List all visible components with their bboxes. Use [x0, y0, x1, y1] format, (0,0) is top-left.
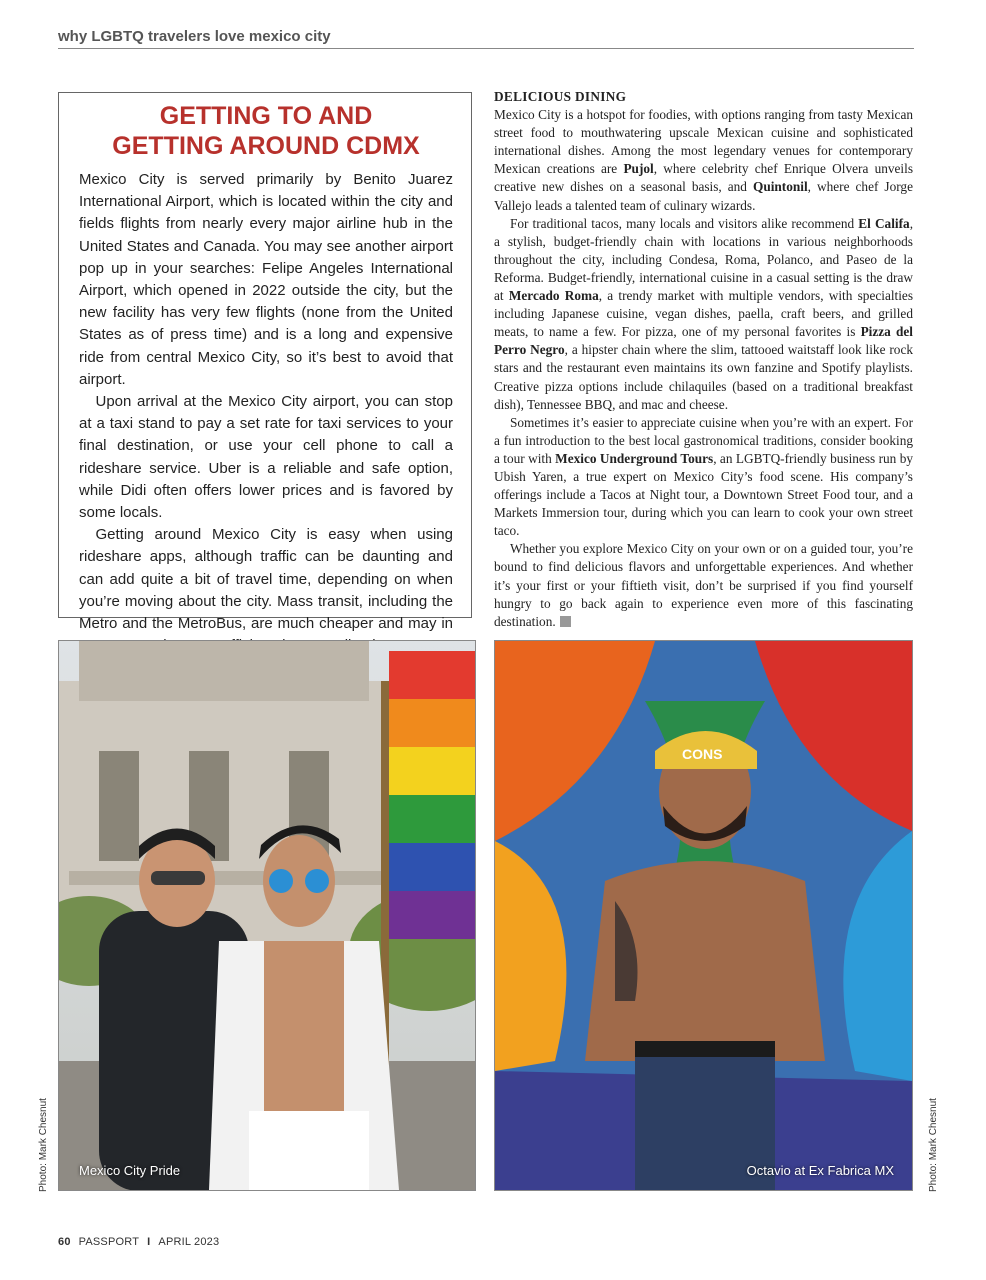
photo-caption-right: Octavio at Ex Fabrica MX	[746, 1163, 894, 1178]
venue-name: Pujol	[623, 161, 654, 177]
article-paragraph-3: Sometimes it’s easier to appreciate cuisine when you’re with an expert. For a fun introduction to the best local gastronomical traditions, consider booking a tour with Mexico Underground Tours, an LGBTQ-friendly business run by Ubish Yaren, a true expert on Mexico City’s food scene. His company’s offerings include a Tacos at Night tour, a Downtown Street Food tour, and a Markets Immersion tour, during which you can learn to cook your own street taco.	[494, 414, 913, 539]
venue-name: Quintonil	[752, 179, 808, 195]
sidebar-title	[79, 101, 453, 161]
sidebar-title-line1: GETTING TO AND	[159, 102, 373, 130]
header-rule	[58, 48, 914, 49]
sidebar-paragraph-3: Getting around Mexico City is easy when using rideshare apps, although traffic can be daunting and can add quite a bit of travel time, depending on when you’re moving about the city. Mass transit, including the Metro and the MetroBus, are much cheaper and may in	[79, 526, 453, 633]
mural-illustration	[495, 641, 912, 1190]
pride-illustration	[59, 641, 475, 1190]
photo-pride	[58, 640, 476, 1191]
magazine-name: PASSPORT	[78, 1236, 140, 1248]
footer-separator: I	[147, 1236, 151, 1248]
photo-octavio	[494, 640, 913, 1191]
article-paragraph-1: Mexico City is a hotspot for foodies, with options ranging from tasty Mexican street food to mouthwatering upscale Mexican cuisine and sophisticated international dishes. Among the most legendary venues for contemporary Mexican creations are Pujol, where celebrity chef Enrique Olvera unveils creative new dishes on a seasonal basis, and Quintonil, where chef Jorge Vallejo leads a talented team of culinary wizards.	[494, 107, 913, 213]
page-number: 60	[58, 1236, 71, 1248]
venue-name: El Califa	[858, 215, 910, 231]
article-column	[494, 88, 913, 631]
venue-name: Pizza del Perro Negro	[494, 324, 913, 358]
page-footer	[58, 1236, 219, 1248]
article-heading: DELICIOUS DINING	[494, 89, 627, 104]
venue-name: Mercado Roma	[508, 288, 599, 304]
venue-name: Mexico Underground Tours	[555, 450, 714, 466]
article-paragraph-4: Whether you explore Mexico City on your own or on a guided tour, you’re bound to find delicious flavors and unforgettable experiences. And whether it’s your first or your fiftieth visit, don’t be surprised if you find yourself hungry to go back again to experience even more of this fascinating destination.	[494, 541, 913, 629]
article-paragraph-2: For traditional tacos, many locals and visitors alike recommend El Califa, a stylish, budget-friendly chain with locations in various neighborhoods throughout the city, including Condesa, Roma, Polanco, and Paseo de la Reforma. Budget-friendly, international cuisine in a casual setting is the draw at Mercado Roma, a trendy market with multiple vendors, with specialties including Japanese cuisine, vegan dishes, paella, craft beers, and grilled meats, to name a few. For pizza, one of my personal favorites is Pizza del Perro Negro, a hipster chain where the slim, tattooed waitstaff look like rock stars and the restaurant even maintains its own fanzine and Spotify playlists. Creative pizza options include chilaquiles (based on a traditional breakfast dish), Tennessee BBQ, and mac and cheese.	[494, 215, 914, 412]
sidebar-paragraph-2: Upon arrival at the Mexico City airport, you can stop at a taxi stand to pay a set rate for taxi services to your final destination, or use your cell phone to call a rideshare service. Uber is a reliable and safe option, while Didi often offers lower prices and is favored by some locals.	[79, 393, 453, 522]
cap-text: CONS	[682, 746, 723, 762]
issue-date: APRIL 2023	[158, 1236, 220, 1248]
photo-credit-right: Photo: Mark Chesnut	[928, 1098, 939, 1192]
end-mark	[560, 616, 571, 627]
sidebar-paragraph-1: Mexico City is served primarily by Benito Juarez International Airport, which is located within the city and fields flights from nearly every major airline hub in the United States and Canada. You may see another airport pop up in your searches: Felipe Angeles International Airport, which opened in 2022 outside the city, but the new facility has very few flights (none from the United States as of press time) and is a long and expensive ride from central Mexico City, so it’s best to avoid that airport.	[79, 171, 453, 388]
sidebar-box	[58, 92, 472, 633]
running-header: why LGBTQ travelers love mexico city	[58, 28, 331, 45]
photo-credit-left: Photo: Mark Chesnut	[38, 1098, 49, 1192]
photo-caption-left: Mexico City Pride	[79, 1163, 181, 1178]
rainbow-flag	[389, 651, 475, 939]
sidebar-title-line2: GETTING AROUND CDMX	[112, 132, 420, 160]
